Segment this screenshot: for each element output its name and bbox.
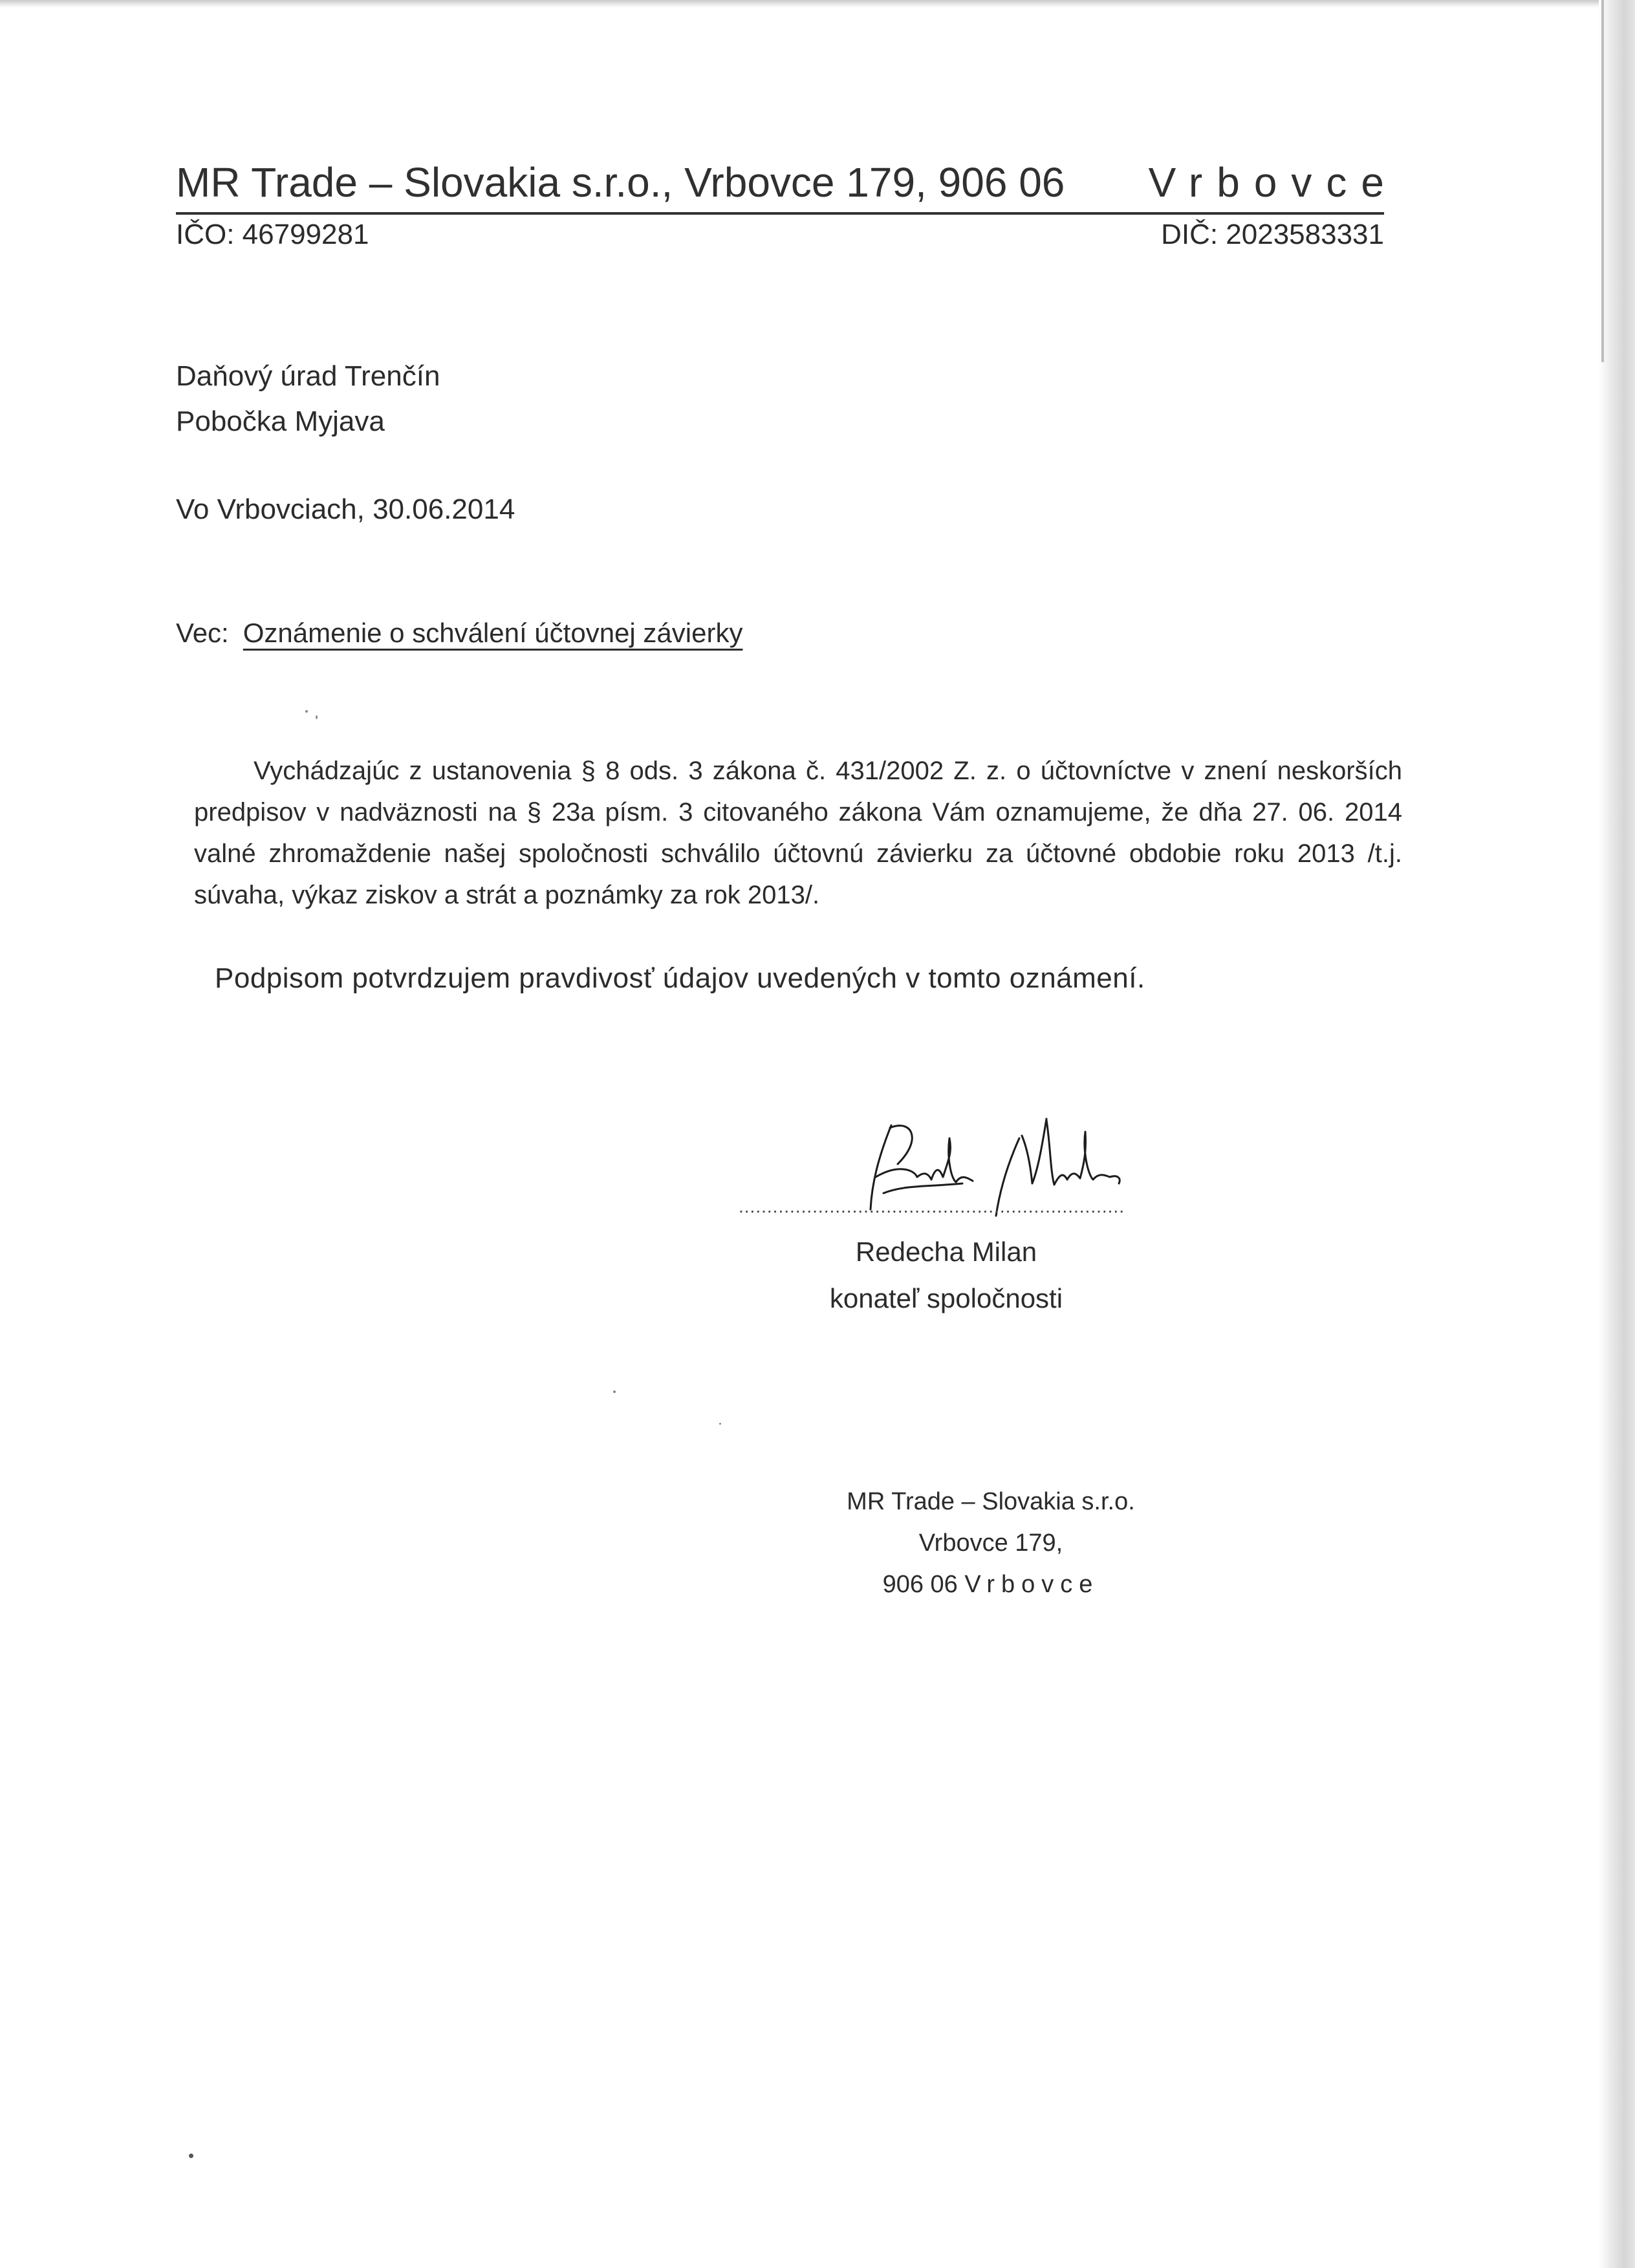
scan-speck bbox=[613, 1390, 616, 1393]
body-paragraph: Vychádzajúc z ustanovenia § 8 ods. 3 zákona č. 431/2002 Z. z. o účtovníctve v znení neskorších predpisov v nadväznosti na § 23a písm. 3 citovaného zákona Vám oznamujeme, že dňa 27. 06. 2014 valné zhromaždenie našej spoločnosti schválilo účtovnú závierku za účtovné obdobie roku 2013 /t.j. súvaha, výkaz ziskov a strát a poznámky za rok 2013/. bbox=[194, 757, 1402, 909]
ico-number: IČO: 46799281 bbox=[176, 219, 369, 250]
stamp-city-line bbox=[816, 1564, 1165, 1605]
subject-text: Oznámenie o schválení účtovnej závierky bbox=[243, 618, 743, 648]
stamp-zip: 906 06 bbox=[882, 1571, 958, 1598]
subject-line bbox=[176, 618, 742, 649]
letterhead-ids bbox=[176, 219, 1384, 251]
signer-name: Redecha Milan bbox=[855, 1237, 1037, 1267]
letterhead-address: MR Trade – Slovakia s.r.o., Vrbovce 179, 906 06 bbox=[176, 159, 1065, 206]
stamp-town: Vrbovce bbox=[964, 1571, 1099, 1598]
recipient-office: Daňový úrad Trenčín bbox=[176, 360, 440, 392]
company-stamp bbox=[816, 1481, 1165, 1605]
confirmation-sentence: Podpisom potvrdzujem pravdivosť údajov uvedených v tomto oznámení. bbox=[215, 962, 1145, 994]
letterhead-company bbox=[176, 155, 1398, 215]
scan-speck bbox=[189, 2154, 193, 2158]
place-and-date: Vo Vrbovciach, 30.06.2014 bbox=[176, 493, 515, 525]
stamp-street: Vrbovce 179, bbox=[918, 1529, 1063, 1557]
scan-top-edge bbox=[0, 0, 1635, 8]
scan-speck bbox=[305, 710, 308, 713]
scan-speck bbox=[719, 1423, 721, 1425]
signature-dotted-line: .................................................................... bbox=[739, 1196, 1125, 1216]
dic-number: DIČ: 2023583331 bbox=[1161, 219, 1384, 250]
scan-shadow-line bbox=[1601, 0, 1604, 362]
letterhead-town: Vrbovce bbox=[1148, 159, 1398, 206]
scan-speck bbox=[316, 715, 318, 719]
stamp-company-name: MR Trade – Slovakia s.r.o. bbox=[847, 1488, 1135, 1515]
subject-label: Vec: bbox=[176, 618, 229, 648]
recipient-branch: Pobočka Myjava bbox=[176, 405, 385, 437]
scan-right-edge bbox=[1599, 0, 1635, 2268]
signer-role: konateľ spoločnosti bbox=[829, 1283, 1063, 1313]
